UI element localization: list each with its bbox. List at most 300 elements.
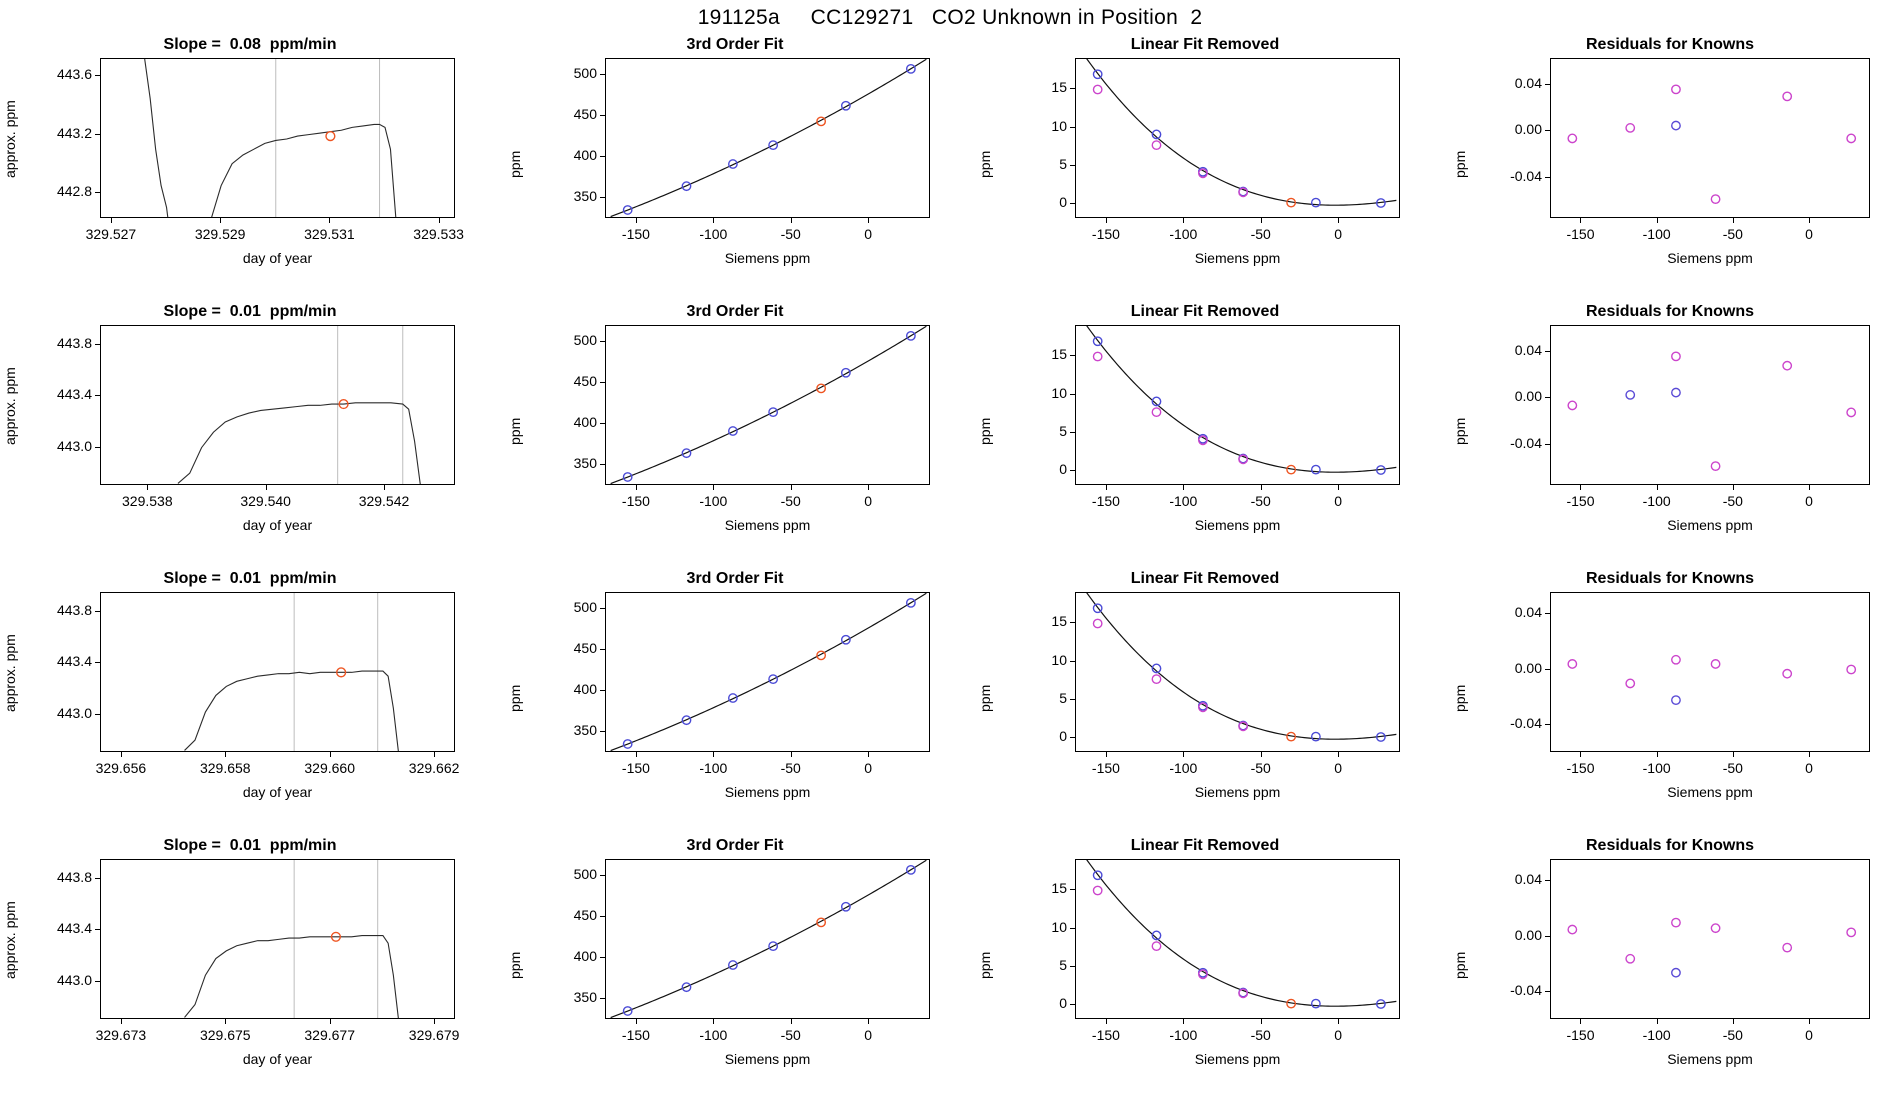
third-order-fit-4-xtick-label: -150 (621, 1027, 650, 1043)
linear-fit-removed-2-ytick-label: 5 (1059, 422, 1067, 439)
linear-fit-removed-1-xtick-label: 0 (1334, 226, 1342, 242)
data-point (1626, 124, 1634, 132)
residuals-1-ytick (1545, 177, 1550, 178)
linear-fit-removed-2-plotbox (1075, 325, 1400, 485)
linear-fit-removed-4-ytick-label: 10 (1051, 918, 1067, 935)
raw-trace-1-plotbox (100, 58, 455, 218)
raw-trace-4-xtick (434, 1019, 435, 1024)
residuals-2-xtick-label: 0 (1805, 493, 1813, 509)
linear-fit-removed-2-xtick (1338, 485, 1339, 490)
raw-trace-3-xtick-label: 329.656 (95, 760, 147, 776)
residuals-3-ytick-label: 0.00 (1514, 659, 1542, 676)
raw-trace-4-xtick-label: 329.675 (199, 1027, 251, 1043)
residuals-4-xtick-label: 0 (1805, 1027, 1813, 1043)
raw-trace-3-ytick-label: 443.0 (56, 704, 92, 721)
raw-trace-panel (0, 564, 500, 831)
data-point (1783, 670, 1791, 678)
linear-fit-removed-2-xtick-label: -50 (1250, 493, 1271, 509)
data-point (1711, 462, 1719, 470)
raw-trace-panel (0, 297, 500, 564)
third-order-fit-3-xtick-label: -50 (780, 760, 801, 776)
data-point (1568, 134, 1576, 142)
raw-signal-trace (178, 403, 421, 485)
residuals-4-ytick (1545, 880, 1550, 881)
residuals-3-xtick (1809, 752, 1810, 757)
raw-trace-3-xaxis-label: day of year (242, 784, 313, 800)
fit-curve (611, 326, 927, 483)
linear-fit-removed-1-ytick-label: 0 (1059, 193, 1067, 210)
third-order-fit-1-ytick-label: 450 (573, 106, 597, 123)
linear-fit-removed-3-xtick-label: 0 (1334, 760, 1342, 776)
raw-trace-1-canvas (101, 59, 455, 218)
data-point (1152, 408, 1160, 416)
raw-trace-1-xaxis-label: day of year (242, 250, 313, 266)
raw-trace-4-xtick-label: 329.673 (95, 1027, 147, 1043)
raw-trace-2-xtick-label: 329.540 (240, 493, 291, 509)
third-order-fit-1-xtick (636, 218, 637, 223)
linear-fit-removed-2-xaxis-label: Siemens ppm (1194, 517, 1281, 533)
third-order-fit-4-xtick-label: -50 (780, 1027, 801, 1043)
linear-fit-removed-1-xtick-label: -150 (1091, 226, 1120, 242)
linear-fit-removed-2-ytick-label: 0 (1059, 460, 1067, 477)
residuals-3-plotbox (1550, 592, 1870, 752)
raw-trace-1-xtick (329, 218, 330, 223)
raw-trace-1-yaxis-label: approx. ppm (2, 100, 18, 178)
linear-fit-removed-4-xtick-label: -100 (1169, 1027, 1198, 1043)
residuals-1-xtick-label: -100 (1642, 226, 1671, 242)
data-point (1152, 942, 1160, 950)
linear-fit-removed-1-ytick (1070, 127, 1075, 128)
third-order-fit-4-xtick (791, 1019, 792, 1024)
residuals-3-yaxis-label: ppm (1452, 684, 1468, 712)
third-order-fit-2-xtick (791, 485, 792, 490)
linear-fit-removed-4-xtick (1338, 1019, 1339, 1024)
residuals-2-xtick-label: -50 (1722, 493, 1743, 509)
linear-fit-removed-2-yaxis-label: ppm (977, 417, 993, 445)
raw-trace-title: Slope = 0.01 ppm/min (163, 570, 337, 587)
third-order-fit-1-ytick-label: 400 (573, 147, 597, 164)
raw-signal-trace (185, 671, 399, 752)
third-order-fit-1-xaxis-label: Siemens ppm (724, 250, 811, 266)
linear-fit-removed-1-xtick (1261, 218, 1262, 223)
third-order-fit-2-ytick-label: 450 (573, 373, 597, 390)
residuals-1-xtick-label: -150 (1566, 226, 1595, 242)
linear-fit-removed-1-ytick-label: 10 (1051, 117, 1067, 134)
residuals-title: Residuals for Knowns (1585, 303, 1755, 320)
linear-fit-removed-2-xtick-label: 0 (1334, 493, 1342, 509)
linear-fit-removed-panel (970, 564, 1440, 831)
residuals-3-xtick (1657, 752, 1658, 757)
raw-trace-1-xtick (439, 218, 440, 223)
residuals-3-xtick-label: -150 (1566, 760, 1595, 776)
residuals-3-xaxis-label: Siemens ppm (1667, 784, 1753, 800)
unknown-marker (326, 132, 335, 141)
linear-fit-removed-4-plotbox (1075, 859, 1400, 1019)
third-order-fit-1-xtick (868, 218, 869, 223)
fit-curve (611, 59, 927, 216)
residuals-1-xtick (1733, 218, 1734, 223)
third-order-fit-3-xaxis-label: Siemens ppm (724, 784, 811, 800)
residuals-2-ytick-label: 0.04 (1514, 341, 1542, 358)
third-order-fit-2-ytick (600, 341, 605, 342)
data-point (729, 160, 737, 168)
residuals-4-xtick-label: -50 (1722, 1027, 1743, 1043)
third-order-fit-3-plotbox (605, 592, 930, 752)
raw-trace-panel (0, 30, 500, 297)
raw-trace-3-canvas (101, 593, 455, 752)
raw-trace-3-xtick (330, 752, 331, 757)
data-point (1152, 141, 1160, 149)
residuals-3-xtick-label: -100 (1642, 760, 1671, 776)
linear-fit-removed-3-ytick (1070, 737, 1075, 738)
data-point (1672, 656, 1680, 664)
linear-fit-removed-2-xtick-label: -150 (1091, 493, 1120, 509)
raw-trace-panel (0, 831, 500, 1098)
residuals-1-ytick-label: 0.00 (1514, 121, 1542, 138)
data-point (729, 694, 737, 702)
fit-curve (1081, 59, 1397, 205)
linear-fit-removed-3-plotbox (1075, 592, 1400, 752)
third-order-fit-title: 3rd Order Fit (686, 303, 784, 320)
third-order-fit-4-ytick (600, 875, 605, 876)
raw-trace-2-ytick (95, 447, 100, 448)
raw-trace-4-ytick (95, 929, 100, 930)
raw-trace-title: Slope = 0.08 ppm/min (163, 36, 337, 53)
linear-fit-removed-2-ytick-label: 15 (1051, 346, 1067, 363)
third-order-fit-2-plotbox (605, 325, 930, 485)
linear-fit-removed-1-plotbox (1075, 58, 1400, 218)
residuals-1-xtick-label: -50 (1722, 226, 1743, 242)
linear-fit-removed-1-xtick (1183, 218, 1184, 223)
raw-signal-trace (145, 59, 396, 218)
data-point (1672, 352, 1680, 360)
third-order-fit-2-xtick-label: 0 (864, 493, 872, 509)
residuals-3-canvas (1551, 593, 1870, 752)
raw-trace-1-xtick-label: 329.531 (304, 226, 355, 242)
linear-fit-removed-4-canvas (1076, 860, 1400, 1019)
third-order-fit-4-xtick (636, 1019, 637, 1024)
linear-fit-removed-3-ytick (1070, 699, 1075, 700)
third-order-fit-4-ytick (600, 916, 605, 917)
third-order-fit-1-ytick-label: 350 (573, 188, 597, 205)
residuals-2-plotbox (1550, 325, 1870, 485)
third-order-fit-3-ytick-label: 350 (573, 722, 597, 739)
residuals-3-xtick-label: 0 (1805, 760, 1813, 776)
raw-trace-2-xaxis-label: day of year (242, 517, 313, 533)
linear-fit-removed-2-xtick (1106, 485, 1107, 490)
raw-trace-2-xtick (147, 485, 148, 490)
third-order-fit-3-ytick-label: 400 (573, 681, 597, 698)
data-point (1672, 121, 1680, 129)
panel-grid (0, 30, 1900, 1100)
third-order-fit-4-yaxis-label: ppm (507, 951, 523, 979)
third-order-fit-1-yaxis-label: ppm (507, 150, 523, 178)
residuals-4-ytick (1545, 991, 1550, 992)
fit-curve (1081, 593, 1397, 739)
third-order-fit-4-plotbox (605, 859, 930, 1019)
residuals-1-plotbox (1550, 58, 1870, 218)
data-point (1626, 679, 1634, 687)
data-point (1568, 660, 1576, 668)
linear-fit-removed-4-ytick-label: 5 (1059, 956, 1067, 973)
linear-fit-removed-4-xtick-label: -50 (1250, 1027, 1271, 1043)
third-order-fit-2-xtick-label: -150 (621, 493, 650, 509)
residuals-1-canvas (1551, 59, 1870, 218)
linear-fit-removed-1-xaxis-label: Siemens ppm (1194, 250, 1281, 266)
residuals-3-xtick (1733, 752, 1734, 757)
residuals-4-xtick (1657, 1019, 1658, 1024)
data-point (1626, 955, 1634, 963)
linear-fit-removed-1-xtick-label: -100 (1169, 226, 1198, 242)
residuals-2-ytick (1545, 444, 1550, 445)
residuals-2-ytick-label: -0.04 (1510, 435, 1542, 452)
third-order-fit-4-ytick-label: 500 (573, 866, 597, 883)
linear-fit-removed-panel (970, 831, 1440, 1098)
raw-trace-4-xtick-label: 329.679 (408, 1027, 460, 1043)
raw-trace-1-xtick (220, 218, 221, 223)
linear-fit-removed-1-ytick (1070, 165, 1075, 166)
third-order-fit-3-ytick (600, 649, 605, 650)
third-order-fit-3-canvas (606, 593, 930, 752)
residuals-2-xtick (1657, 485, 1658, 490)
data-point (1672, 918, 1680, 926)
data-point (1152, 675, 1160, 683)
linear-fit-removed-4-ytick (1070, 966, 1075, 967)
third-order-fit-2-yaxis-label: ppm (507, 417, 523, 445)
raw-trace-3-xtick-label: 329.658 (199, 760, 251, 776)
residuals-1-xtick-label: 0 (1805, 226, 1813, 242)
raw-trace-3-xtick (121, 752, 122, 757)
linear-fit-removed-panel (970, 297, 1440, 564)
residuals-title: Residuals for Knowns (1585, 570, 1755, 587)
raw-signal-trace (185, 936, 399, 1019)
third-order-fit-4-xtick (868, 1019, 869, 1024)
fit-curve (611, 860, 927, 1017)
raw-trace-2-yaxis-label: approx. ppm (2, 367, 18, 445)
third-order-fit-1-ytick-label: 500 (573, 65, 597, 82)
residuals-1-yaxis-label: ppm (1452, 150, 1468, 178)
raw-trace-2-plotbox (100, 325, 455, 485)
third-order-fit-1-plotbox (605, 58, 930, 218)
raw-trace-1-ytick-label: 443.6 (56, 66, 92, 83)
third-order-fit-1-ytick (600, 197, 605, 198)
linear-fit-removed-2-ytick (1070, 470, 1075, 471)
data-point (1568, 401, 1576, 409)
linear-fit-removed-4-xaxis-label: Siemens ppm (1194, 1051, 1281, 1067)
data-point (1783, 92, 1791, 100)
raw-trace-2-xtick-label: 329.542 (358, 493, 410, 509)
linear-fit-removed-3-xtick (1338, 752, 1339, 757)
data-point (842, 102, 850, 110)
linear-fit-removed-3-canvas (1076, 593, 1400, 752)
third-order-fit-1-xtick (713, 218, 714, 223)
raw-trace-1-xtick-label: 329.529 (194, 226, 246, 242)
third-order-fit-2-canvas (606, 326, 930, 485)
linear-fit-removed-4-ytick (1070, 889, 1075, 890)
third-order-fit-3-xtick-label: -100 (699, 760, 728, 776)
residuals-3-xtick-label: -50 (1722, 760, 1743, 776)
third-order-fit-3-xtick (791, 752, 792, 757)
residuals-panel (1440, 297, 1900, 564)
raw-trace-2-ytick (95, 395, 100, 396)
data-point (729, 427, 737, 435)
residuals-4-plotbox (1550, 859, 1870, 1019)
residuals-4-xtick (1733, 1019, 1734, 1024)
panel-row (0, 564, 1900, 831)
linear-fit-removed-2-ytick (1070, 432, 1075, 433)
residuals-panel (1440, 30, 1900, 297)
linear-fit-removed-4-xtick (1106, 1019, 1107, 1024)
data-point (1847, 665, 1855, 673)
third-order-fit-title: 3rd Order Fit (686, 36, 784, 53)
linear-fit-removed-title: Linear Fit Removed (1130, 303, 1280, 320)
linear-fit-removed-1-ytick-label: 15 (1051, 79, 1067, 96)
third-order-fit-2-ytick (600, 382, 605, 383)
third-order-fit-1-xtick-label: -50 (780, 226, 801, 242)
third-order-fit-1-xtick-label: -100 (699, 226, 728, 242)
third-order-fit-2-ytick (600, 464, 605, 465)
raw-trace-3-ytick (95, 611, 100, 612)
residuals-panel (1440, 564, 1900, 831)
raw-trace-4-ytick (95, 878, 100, 879)
raw-trace-1-ytick (95, 192, 100, 193)
data-point (1093, 886, 1101, 894)
raw-trace-3-yaxis-label: approx. ppm (2, 634, 18, 712)
third-order-fit-title: 3rd Order Fit (686, 837, 784, 854)
data-point (1093, 85, 1101, 93)
linear-fit-removed-4-xtick-label: 0 (1334, 1027, 1342, 1043)
residuals-3-ytick-label: 0.04 (1514, 603, 1542, 620)
third-order-fit-2-ytick-label: 400 (573, 414, 597, 431)
linear-fit-removed-title: Linear Fit Removed (1130, 570, 1280, 587)
raw-trace-3-ytick (95, 714, 100, 715)
linear-fit-removed-3-ytick-label: 5 (1059, 689, 1067, 706)
linear-fit-removed-3-xtick-label: -150 (1091, 760, 1120, 776)
linear-fit-removed-3-xtick (1183, 752, 1184, 757)
third-order-fit-2-xtick-label: -50 (780, 493, 801, 509)
panel-row (0, 297, 1900, 564)
data-point (1093, 352, 1101, 360)
residuals-2-xtick-label: -100 (1642, 493, 1671, 509)
third-order-fit-1-ytick (600, 74, 605, 75)
raw-trace-4-ytick-label: 443.0 (56, 971, 92, 988)
data-point (842, 369, 850, 377)
third-order-fit-panel (500, 297, 970, 564)
residuals-2-yaxis-label: ppm (1452, 417, 1468, 445)
residuals-1-ytick-label: 0.04 (1514, 74, 1542, 91)
data-point (1312, 999, 1320, 1007)
raw-trace-4-ytick (95, 981, 100, 982)
raw-trace-2-ytick-label: 443.8 (56, 335, 92, 352)
residuals-3-ytick (1545, 613, 1550, 614)
linear-fit-removed-3-xtick (1261, 752, 1262, 757)
raw-trace-2-xtick (384, 485, 385, 490)
raw-trace-2-xtick-label: 329.538 (122, 493, 173, 509)
data-point (1711, 195, 1719, 203)
third-order-fit-4-ytick (600, 998, 605, 999)
linear-fit-removed-3-ytick-label: 0 (1059, 727, 1067, 744)
residuals-3-ytick-label: -0.04 (1510, 715, 1542, 732)
residuals-1-xaxis-label: Siemens ppm (1667, 250, 1753, 266)
raw-trace-4-xtick (330, 1019, 331, 1024)
data-point (1847, 134, 1855, 142)
raw-trace-4-ytick-label: 443.8 (56, 869, 92, 886)
raw-trace-1-xtick (111, 218, 112, 223)
panel-row (0, 831, 1900, 1098)
raw-trace-2-ytick-label: 443.4 (56, 386, 92, 403)
third-order-fit-3-ytick (600, 608, 605, 609)
linear-fit-removed-3-xtick-label: -50 (1250, 760, 1271, 776)
third-order-fit-4-xtick-label: -100 (699, 1027, 728, 1043)
residuals-title: Residuals for Knowns (1585, 36, 1755, 53)
residuals-title: Residuals for Knowns (1585, 837, 1755, 854)
raw-trace-2-canvas (101, 326, 455, 485)
third-order-fit-panel (500, 30, 970, 297)
linear-fit-removed-1-ytick (1070, 203, 1075, 204)
residuals-4-xtick (1580, 1019, 1581, 1024)
raw-trace-1-ytick (95, 75, 100, 76)
third-order-fit-2-ytick-label: 350 (573, 455, 597, 472)
third-order-fit-4-ytick-label: 400 (573, 948, 597, 965)
data-point (1672, 85, 1680, 93)
data-point (729, 961, 737, 969)
data-point (1711, 660, 1719, 668)
residuals-2-xtick (1809, 485, 1810, 490)
linear-fit-removed-2-ytick (1070, 355, 1075, 356)
third-order-fit-1-ytick (600, 156, 605, 157)
third-order-fit-4-xtick-label: 0 (864, 1027, 872, 1043)
third-order-fit-4-ytick-label: 450 (573, 907, 597, 924)
raw-trace-1-xtick-label: 329.527 (85, 226, 137, 242)
linear-fit-removed-4-ytick-label: 15 (1051, 880, 1067, 897)
raw-trace-3-ytick (95, 662, 100, 663)
raw-trace-2-ytick-label: 443.0 (56, 437, 92, 454)
linear-fit-removed-3-ytick (1070, 661, 1075, 662)
residuals-3-ytick (1545, 724, 1550, 725)
linear-fit-removed-3-xtick (1106, 752, 1107, 757)
third-order-fit-2-xtick (636, 485, 637, 490)
third-order-fit-4-xaxis-label: Siemens ppm (724, 1051, 811, 1067)
data-point (1568, 925, 1576, 933)
linear-fit-removed-3-yaxis-label: ppm (977, 684, 993, 712)
linear-fit-removed-title: Linear Fit Removed (1130, 36, 1280, 53)
data-point (842, 636, 850, 644)
third-order-fit-4-xtick (713, 1019, 714, 1024)
linear-fit-removed-2-xtick-label: -100 (1169, 493, 1198, 509)
linear-fit-removed-2-ytick (1070, 394, 1075, 395)
residuals-3-ytick (1545, 669, 1550, 670)
third-order-fit-2-xtick (713, 485, 714, 490)
residuals-4-xtick (1809, 1019, 1810, 1024)
linear-fit-removed-3-xaxis-label: Siemens ppm (1194, 784, 1281, 800)
third-order-fit-3-ytick (600, 731, 605, 732)
raw-trace-title: Slope = 0.01 ppm/min (163, 837, 337, 854)
data-point (1312, 198, 1320, 206)
residuals-2-canvas (1551, 326, 1870, 485)
raw-trace-4-yaxis-label: approx. ppm (2, 901, 18, 979)
residuals-1-ytick-label: -0.04 (1510, 168, 1542, 185)
third-order-fit-4-ytick (600, 957, 605, 958)
third-order-fit-4-canvas (606, 860, 930, 1019)
data-point (1672, 969, 1680, 977)
raw-trace-2-ytick (95, 344, 100, 345)
raw-trace-4-xaxis-label: day of year (242, 1051, 313, 1067)
linear-fit-removed-1-canvas (1076, 59, 1400, 218)
raw-trace-1-xtick-label: 329.533 (413, 226, 464, 242)
raw-trace-3-xtick (434, 752, 435, 757)
linear-fit-removed-1-ytick (1070, 88, 1075, 89)
residuals-1-xtick (1809, 218, 1810, 223)
